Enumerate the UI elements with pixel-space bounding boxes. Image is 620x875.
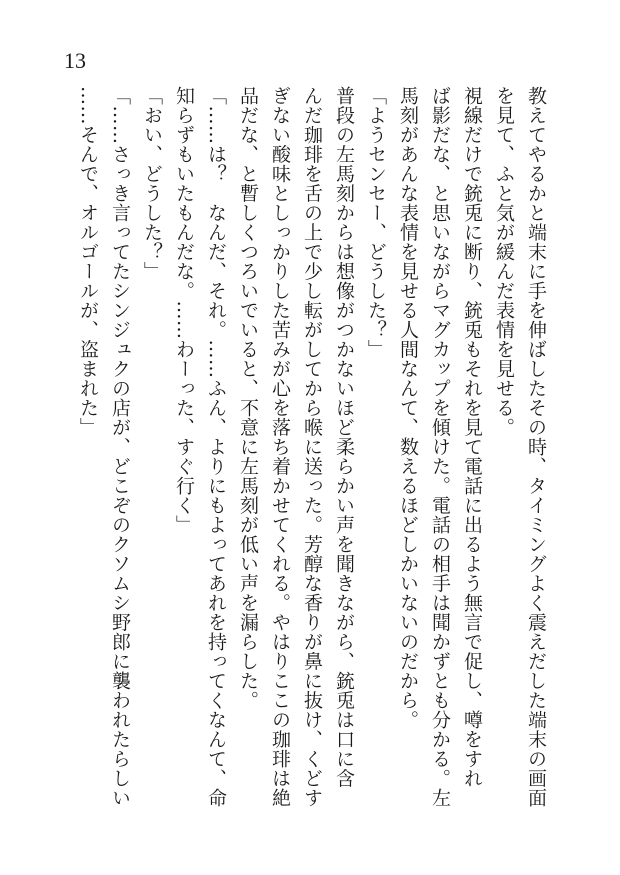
text-line: 知らずもいたもんだな。……わーった、すぐ行く」 (173, 86, 195, 535)
page-number: 13 (64, 48, 86, 73)
vertical-text-block (72, 86, 552, 846)
text-line: 「おい、どうした？」 (141, 86, 163, 281)
text-line: 馬刻があんな表情を見せる人間なんて、数えるほどしかいないのだから。 (397, 86, 419, 730)
text-line: 「ようセンセー、どうした？」 (365, 86, 387, 359)
text-line: 「……さっき言ってたシンジュクの店が、どこぞのクソムシ野郎に襲われたらしい (109, 86, 131, 808)
text-line: 「……は？ なんだ、それ。……ふん、よりにもよってあれを持ってくなんて、命 (205, 86, 227, 808)
text-line: を見て、ふと気が緩んだ表情を見せる。 (493, 86, 515, 437)
text-line: 品だな、と暫しくつろいでいると、不意に左馬刻が低い声を漏らした。 (237, 86, 259, 710)
text-line: んだ珈琲を舌の上で少し転がしてから喉に送った。芳醇な香りが鼻に抜け、くどす (301, 86, 323, 808)
text-line: ば影だな、と思いながらマグカップを傾けた。電話の相手は聞かずとも分かる。左 (429, 86, 451, 808)
text-line: 視線だけで銃兎に断り、銃兎もそれを見て電話に出るよう無言で促し、噂をすれ (461, 86, 483, 788)
text-line: 普段の左馬刻からは想像がつかないほど柔らかい声を聞きながら、銃兎は口に含 (333, 86, 355, 788)
text-line: ……そんで、オルゴールが、盗まれた」 (77, 86, 99, 437)
text-line: ぎない酸味としっかりした苦みが心を落ち着かせてくれる。やはりここの珈琲は絶 (269, 86, 291, 808)
text-line: 教えてやるかと端末に手を伸ばしたその時、タイミングよく震えだした端末の画面 (525, 86, 547, 808)
